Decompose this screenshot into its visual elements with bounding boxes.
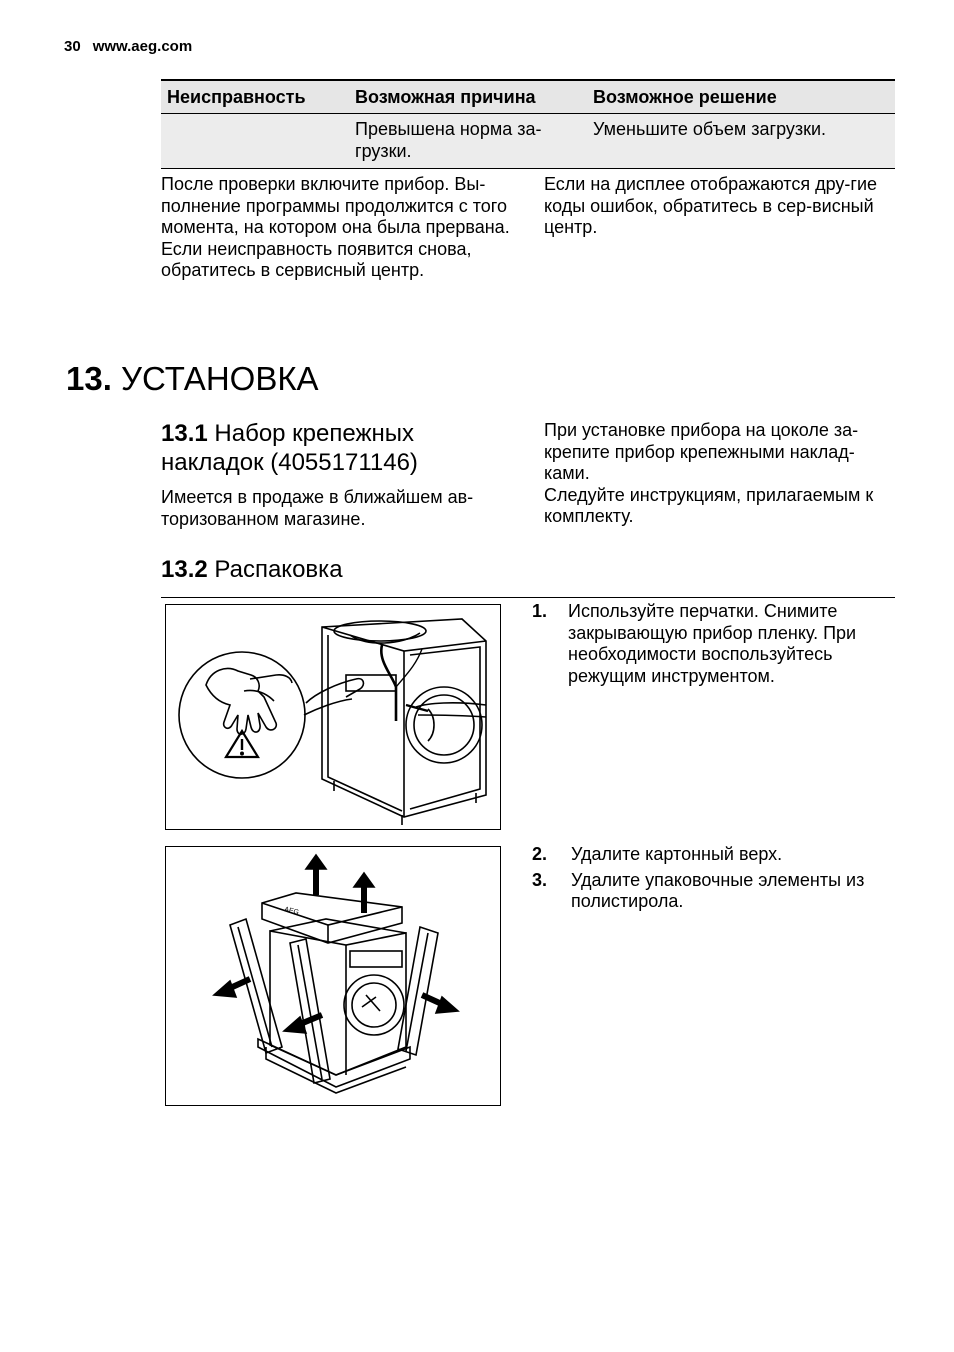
- list-item: [532, 844, 887, 866]
- step-number: 2.: [532, 844, 548, 864]
- step-number: 1.: [532, 601, 548, 621]
- section-heading: [66, 360, 319, 398]
- sub1-right-text: [544, 420, 889, 528]
- step-text: Удалите картонный верх.: [571, 844, 783, 864]
- figure-remove-packaging-illustration: [166, 847, 500, 1105]
- section-divider: [161, 597, 895, 598]
- step-text: Используйте перчатки. Снимите закрывающую прибор пленку. При необходимости воспользуйтесь режущим инструментом.: [568, 601, 857, 686]
- section-number: 13.: [66, 360, 112, 397]
- step-number: 3.: [532, 869, 548, 890]
- figure-brand-label: AEG: [283, 906, 300, 917]
- page-header: [64, 38, 192, 55]
- subsection-title: Распаковка: [214, 556, 343, 583]
- table-header-problem: Неисправность: [161, 80, 349, 114]
- table-header-solution: Возможное решение: [587, 80, 895, 114]
- steps-list-1: [532, 601, 887, 691]
- paragraph: Следуйте инструкциям, прилагаемым к комплекту.: [544, 484, 874, 526]
- troubleshooting-table: [161, 79, 895, 169]
- subsection-heading-13-1: [161, 419, 501, 477]
- gloves-circle: [179, 652, 305, 778]
- paragraph: Если неисправность появится снова, обратитесь в сервисный центр.: [161, 238, 472, 280]
- subsection-number: 13.2: [161, 556, 208, 583]
- table-header-row: [161, 80, 895, 114]
- list-item: [532, 870, 887, 913]
- list-item: [532, 601, 887, 687]
- paragraph: При установке прибора на цоколе за-крепите прибор крепежными наклад-ками.: [544, 420, 859, 483]
- subsection-title: Набор крепежных накладок (4055171146): [161, 420, 418, 476]
- figure-remove-film: [165, 604, 501, 830]
- site-url: www.aeg.com: [92, 38, 193, 55]
- paragraph: После проверки включите прибор. Вы-полнение программы продолжится с того момента, на котором она была прервана.: [161, 174, 510, 237]
- after-table-right: Если на дисплее отображаются дру-гие коды ошибок, обратитесь в сер-висный центр.: [544, 174, 878, 237]
- table-row: [161, 114, 895, 169]
- figure-remove-film-illustration: [166, 605, 500, 829]
- table-cell: [161, 114, 349, 169]
- glove-left-icon: [206, 669, 276, 735]
- table-cell: Уменьшите объем загрузки.: [587, 114, 895, 169]
- section-title: УСТАНОВКА: [121, 360, 319, 397]
- table-header-cause: Возможная причина: [349, 80, 587, 114]
- after-table-left: [161, 174, 521, 282]
- figure-remove-packaging: [165, 846, 501, 1106]
- page-number: 30: [64, 38, 81, 55]
- sub1-left-text: Имеется в продаже в ближайшем ав-торизованном магазине.: [161, 487, 474, 529]
- table-cell: Превышена норма за-грузки.: [349, 114, 587, 169]
- subsection-heading-13-2: [161, 555, 343, 584]
- subsection-number: 13.1: [161, 420, 208, 447]
- steps-list-2: [532, 844, 887, 917]
- step-text: Удалите упаковочные элементы из полистирола.: [571, 869, 865, 911]
